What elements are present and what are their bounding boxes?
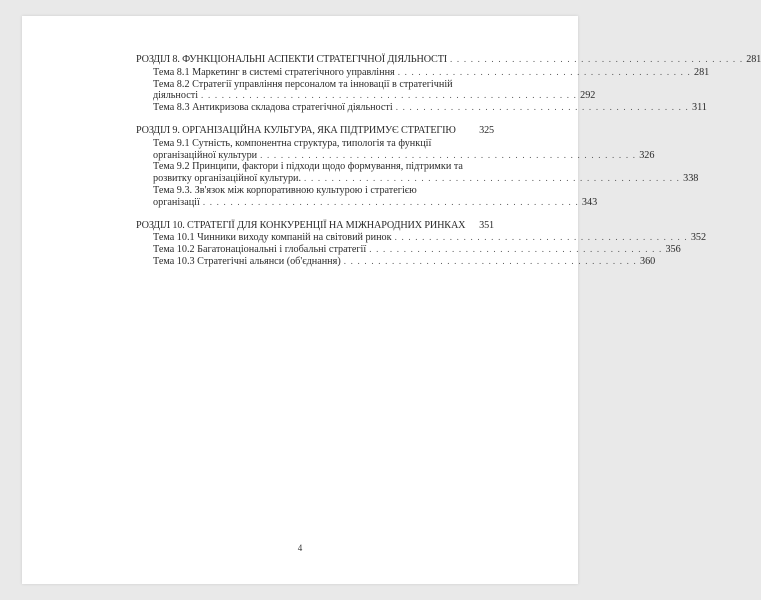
dot-leader: . . . . . . . . . . . . . . . . . . . . . . . . . . . . . . . . . . . . . . . . . . . . . . . . . . . . . . . <box>202 196 579 207</box>
topic-title: Тема 10.1 Чинники виходу компаній на світовий ринок <box>153 232 392 244</box>
toc-section-8[interactable] <box>136 54 761 66</box>
toc-topic-8-2[interactable] <box>136 78 596 103</box>
topic-title-continued: організаційної культури <box>153 149 258 161</box>
toc-topic-10-1[interactable] <box>136 232 707 244</box>
dot-leader: . . . . . . . . . . . . . . . . . . . . . . . . . . . . . . . . . . . . . . . . . . . . . . . . . . . . . . . <box>304 173 681 184</box>
dot-leader: . . . . . . . . . . . . . . . . . . . . . . . . . . . . . . . . . . . . . . . . . . . <box>450 54 744 64</box>
topic-title-continued: організації <box>153 196 200 208</box>
topic-title: Тема 10.3 Стратегічні альянси (об'єднання) <box>153 255 341 267</box>
page-ref: 360 <box>639 255 656 267</box>
topic-title: Тема 8.1 Маркетинг в системі стратегічного управління <box>153 66 395 78</box>
toc-topic-8-1[interactable] <box>136 66 710 79</box>
page-ref: 281 <box>746 54 761 65</box>
section-title: РОЗДІЛ 8. ФУНКЦІОНАЛЬНІ АСПЕКТИ СТРАТЕГІЧНОЇ ДІЯЛЬНОСТІ <box>136 54 448 65</box>
topic-title-continued: діяльності <box>153 90 199 102</box>
page-ref: 352 <box>690 232 707 244</box>
page-ref: 343 <box>581 196 598 208</box>
table-of-contents <box>136 54 761 268</box>
dot-leader: . . . . . . . . . . . . . . . . . . . . . . . . . . . . . . . . . . . . . . . . . . . <box>395 102 689 113</box>
page-ref: 292 <box>580 90 596 102</box>
section-title: РОЗДІЛ 9. ОРГАНІЗАЦІЙНА КУЛЬТУРА, ЯКА ПІДТРИМУЄ СТРАТЕГІЮ <box>136 124 456 136</box>
page-ref: 281 <box>693 66 710 78</box>
topic-title: Тема 10.2 Багатонаціональні і глобальні стратегії <box>153 244 367 256</box>
toc-topic-10-2[interactable] <box>136 244 681 256</box>
toc-topic-10-3[interactable] <box>136 255 656 268</box>
toc-topic-9-2[interactable] <box>136 161 699 185</box>
topic-title: Тема 8.3 Антикризова складова стратегічної діяльності <box>153 102 393 114</box>
toc-topic-9-3[interactable] <box>136 184 598 209</box>
page-ref: 325 <box>479 124 494 136</box>
dot-leader: . . . . . . . . . . . . . . . . . . . . . . . . . . . . . . . . . . . . . . . . . . . <box>369 244 663 255</box>
toc-section-9[interactable] <box>136 125 494 137</box>
page-number: 4 <box>297 543 303 553</box>
page-ref: 326 <box>639 149 655 161</box>
topic-title: Тема 9.1 Сутність, компонентна структура, типологія та функції <box>153 137 432 149</box>
topic-title: Тема 9.3. Зв'язок між корпоративною культурою і стратегією <box>153 184 417 196</box>
section-title: РОЗДІЛ 10. СТРАТЕГІЇ ДЛЯ КОНКУРЕНЦІЇ НА МІЖНАРОДНИХ РИНКАХ <box>136 219 466 231</box>
dot-leader: . . . . . . . . . . . . . . . . . . . . . . . . . . . . . . . . . . . . . . . . . . . <box>397 66 691 77</box>
toc-topic-8-3[interactable] <box>136 102 707 114</box>
page-ref: 356 <box>665 244 681 256</box>
toc-section-10[interactable] <box>136 220 494 232</box>
dot-leader: . . . . . . . . . . . . . . . . . . . . . . . . . . . . . . . . . . . . . . . . . . . <box>394 232 688 243</box>
topic-title: Тема 9.2 Принципи, фактори і підходи щодо формування, підтримки та <box>153 161 463 173</box>
document-page <box>22 16 761 584</box>
toc-topic-9-1[interactable] <box>136 137 655 162</box>
page-ref: 351 <box>479 219 494 231</box>
topic-title: Тема 8.2 Стратегії управління персоналом та інновації в стратегічній <box>153 78 453 90</box>
page-ref: 338 <box>683 173 699 185</box>
dot-leader: . . . . . . . . . . . . . . . . . . . . . . . . . . . . . . . . . . . . . . . . . . . <box>343 255 637 266</box>
topic-title-continued: розвитку організаційної культури. <box>153 173 302 185</box>
page-ref: 311 <box>691 102 707 114</box>
dot-leader: . . . . . . . . . . . . . . . . . . . . . . . . . . . . . . . . . . . . . . . . . . . . . . . . . . . . . . . <box>260 149 637 160</box>
dot-leader: . . . . . . . . . . . . . . . . . . . . . . . . . . . . . . . . . . . . . . . . . . . . . . . . . . . . . . . <box>201 90 578 101</box>
